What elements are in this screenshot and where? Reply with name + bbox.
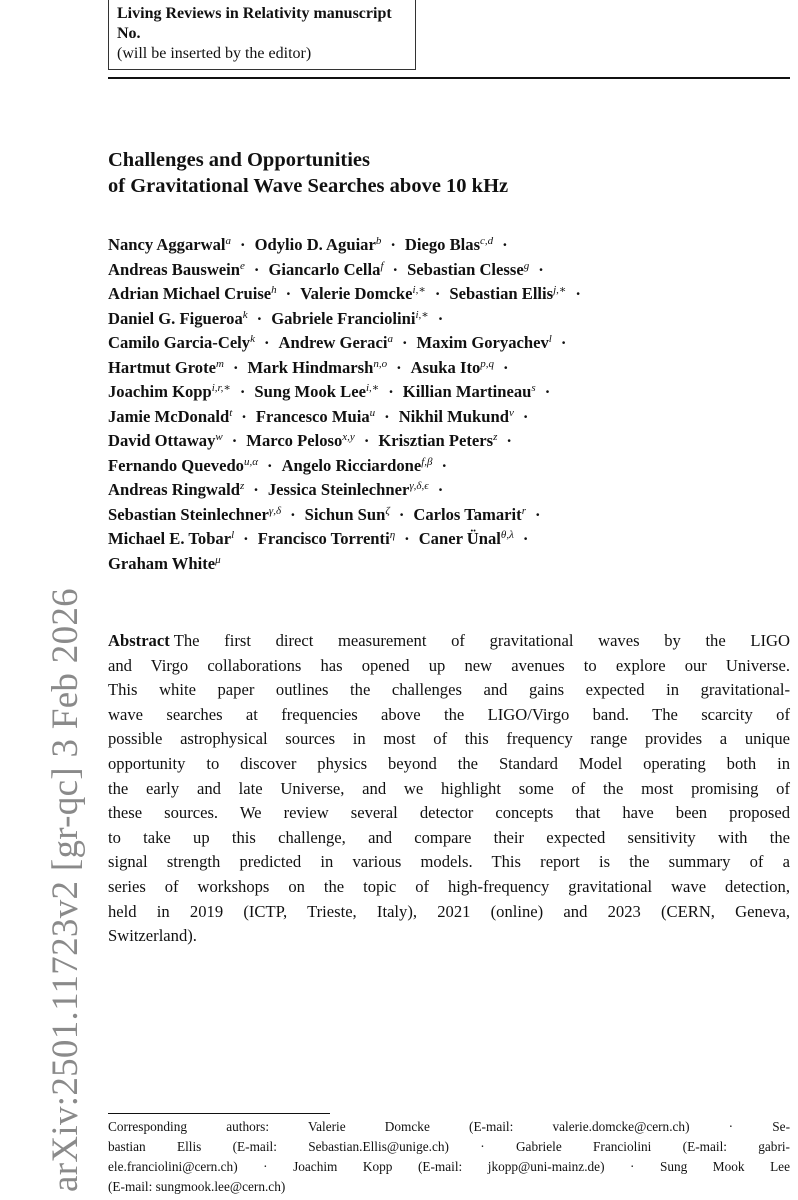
author-line [108, 233, 798, 258]
author-name: Adrian Michael Cruise [108, 284, 272, 303]
author-line [108, 307, 798, 332]
abstract-label: Abstract [108, 631, 170, 650]
abstract-text: these sources. We review several detector concepts that have been proposed [108, 803, 790, 823]
affiliation-marker: g [523, 259, 530, 272]
author-separator: · [575, 284, 581, 303]
author-line [108, 356, 798, 381]
author-separator: · [241, 406, 247, 426]
author-separator: · [285, 284, 292, 303]
affiliation-marker: a [225, 235, 232, 247]
abstract-line [108, 777, 790, 802]
author-line [108, 527, 798, 552]
author-name: Andreas Ringwald [108, 480, 241, 499]
author-name: Hartmut Grote [108, 357, 216, 377]
abstract-text: and Virgo collaborations has opened up new avenues to explore our Universe. [108, 655, 790, 675]
author-separator: · [437, 308, 444, 328]
author-name: Odylio D. Aguiar [254, 235, 376, 254]
abstract-line [108, 900, 790, 925]
author-name: Graham White [108, 553, 216, 573]
author-name: Camilo Garcia-Cely [108, 333, 251, 352]
author-name: Krisztian Peters [378, 431, 494, 450]
author-line [108, 429, 798, 454]
author-list [108, 233, 798, 576]
author-separator: · [437, 480, 444, 499]
affiliation-marker: f,β [421, 455, 433, 468]
affiliation-marker: θ,λ [500, 529, 514, 541]
author-line [108, 380, 798, 405]
affiliation-marker: e [240, 259, 245, 272]
abstract-line [108, 752, 790, 777]
author-separator: · [506, 431, 512, 450]
author-name: Asuka Ito [410, 357, 481, 377]
author-separator: · [398, 504, 405, 524]
abstract-text: The first direct measurement of gravitational waves by the LIGO [173, 631, 790, 650]
abstract-line [108, 629, 790, 654]
author-name: Francisco Torrenti [257, 529, 390, 548]
abstract-text: possible astrophysical sources in most of this frequency range provides a unique [108, 729, 790, 749]
affiliation-marker: i,∗ [365, 382, 380, 394]
affiliation-marker: j,∗ [553, 284, 567, 296]
arxiv-stamp [0, 0, 86, 1200]
footnote-line: ele.franciolini@cern.ch) · Joachim Kopp (E-mail: jkopp@uni-mainz.de) · Sung Mook Lee [108, 1159, 790, 1174]
author-separator: · [392, 259, 399, 279]
abstract-line [108, 924, 790, 949]
author-name: Sichun Sun [304, 504, 386, 524]
author-separator: · [243, 529, 249, 548]
author-name: Sebastian Steinlechner [108, 504, 269, 524]
author-separator: · [256, 308, 263, 328]
abstract-line [108, 875, 790, 900]
abstract-line [108, 654, 790, 679]
abstract-text: Switzerland). [108, 926, 197, 946]
author-name: Joachim Kopp [108, 382, 212, 401]
title-line: Challenges and Opportunities [108, 149, 370, 171]
abstract-text: held in 2019 (ICTP, Trieste, Italy), 2021 (online) and 2023 (CERN, Geneva, [108, 901, 790, 921]
arxiv-identifier: arXiv:2501.11723v2 [gr-qc] 3 Feb 2026 [45, 588, 86, 1192]
author-name: Jessica Steinlechner [267, 480, 410, 499]
author-name: Caner Ünal [418, 529, 501, 548]
author-name: Giancarlo Cella [268, 259, 381, 279]
author-separator: · [401, 333, 408, 352]
author-separator: · [522, 529, 529, 548]
author-line [108, 258, 798, 283]
author-separator: · [404, 529, 410, 548]
author-name: Andreas Bauswein [108, 259, 241, 279]
abstract-line [108, 727, 790, 752]
affiliation-marker: t [229, 406, 233, 419]
affiliation-marker: u,α [243, 455, 259, 468]
author-separator: · [263, 333, 270, 352]
author-name: Mark Hindmarsh [247, 357, 374, 377]
author-name: Marco Peloso [246, 431, 343, 450]
author-separator: · [240, 235, 246, 254]
author-name: Michael E. Tobar [108, 529, 232, 548]
footnote-line: (E-mail: sungmook.lee@cern.ch) [108, 1179, 286, 1194]
affiliation-marker: l [548, 333, 552, 345]
affiliation-marker: μ [215, 553, 221, 566]
affiliation-marker: γ,δ,ϵ [409, 480, 429, 492]
author-separator: · [441, 455, 448, 475]
corresponding-authors-footnote [108, 1117, 790, 1197]
affiliation-marker: n,o [373, 357, 388, 370]
author-separator: · [253, 259, 260, 279]
author-name: Sebastian Ellis [449, 284, 554, 303]
affiliation-marker: i,∗ [415, 308, 429, 321]
author-name: Maxim Goryachev [416, 333, 549, 352]
author-line [108, 454, 798, 479]
affiliation-marker: s [531, 382, 536, 394]
affiliation-marker: h [271, 284, 277, 296]
author-name: Valerie Domcke [300, 284, 413, 303]
author-name: Sung Mook Lee [254, 382, 366, 401]
author-separator: · [239, 382, 246, 401]
header-rule [108, 77, 790, 79]
title-line: of Gravitational Wave Searches above 10 kHz [108, 175, 509, 197]
author-name: Diego Blas [404, 235, 481, 254]
abstract [108, 629, 790, 949]
affiliation-marker: m [215, 357, 224, 370]
affiliation-marker: k [242, 308, 248, 321]
author-separator: · [502, 235, 508, 254]
author-separator: · [538, 259, 544, 279]
footnote-line: Corresponding authors: Valerie Domcke (E-mail: valerie.domcke@cern.ch) · Se- [108, 1119, 790, 1134]
affiliation-marker: η [389, 529, 396, 541]
affiliation-marker: a [387, 333, 393, 345]
author-line [108, 282, 798, 307]
author-name: David Ottaway [108, 431, 216, 450]
abstract-text: signal strength predicted in various models. This report is the summary of a [108, 852, 790, 872]
author-separator: · [231, 431, 238, 450]
author-name: Carlos Tamarit [413, 504, 522, 524]
author-name: Gabriele Franciolini [271, 308, 416, 328]
affiliation-marker: r [521, 504, 526, 517]
abstract-text: the early and late Universe, and we highlight some of the most promising of [108, 778, 790, 798]
affiliation-marker: v [508, 406, 514, 419]
author-name: Nikhil Mukund [398, 406, 509, 426]
affiliation-marker: c,d [480, 235, 494, 247]
abstract-text: This white paper outlines the challenges and gains expected in gravitational- [108, 680, 790, 700]
author-name: Angelo Ricciardone [281, 455, 422, 475]
author-name: Sebastian Clesse [407, 259, 524, 279]
abstract-line [108, 850, 790, 875]
author-line [108, 331, 798, 356]
affiliation-marker: f [380, 259, 384, 272]
abstract-line [108, 678, 790, 703]
author-name: Daniel G. Figueroa [108, 308, 243, 328]
affiliation-marker: w [215, 431, 223, 443]
author-line [108, 552, 798, 577]
affiliation-marker: b [375, 235, 382, 247]
author-separator: · [253, 480, 259, 499]
author-separator: · [434, 284, 441, 303]
author-separator: · [522, 406, 529, 426]
author-separator: · [560, 333, 567, 352]
author-separator: · [267, 455, 273, 475]
author-name: Andrew Geraci [278, 333, 388, 352]
abstract-line [108, 801, 790, 826]
paper-title [108, 147, 508, 199]
author-name: Nancy Aggarwal [108, 235, 226, 254]
abstract-text: wave searches at frequencies above the LIGO/Virgo band. The scarcity of [108, 704, 790, 724]
editor-note: (will be inserted by the editor) [117, 45, 312, 62]
author-name: Fernando Quevedo [108, 455, 244, 475]
footnote-rule [108, 1113, 330, 1114]
author-name: Jamie McDonald [108, 406, 230, 426]
author-separator: · [534, 504, 541, 524]
abstract-line [108, 826, 790, 851]
footnote-line: bastian Ellis (E-mail: Sebastian.Ellis@unige.ch) · Gabriele Franciolini (E-mail: gabri- [108, 1139, 790, 1154]
author-separator: · [503, 357, 509, 377]
author-separator: · [544, 382, 551, 401]
author-separator: · [290, 504, 296, 524]
affiliation-marker: i,r,∗ [211, 382, 231, 394]
author-name: Francesco Muia [255, 406, 370, 426]
affiliation-marker: z [240, 480, 245, 492]
abstract-text: opportunity to discover physics beyond the Standard Model operating both in [108, 753, 790, 773]
affiliation-marker: z [493, 431, 498, 443]
author-name: Killian Martineau [402, 382, 532, 401]
abstract-text: series of workshops on the topic of high-frequency gravitational wave detection, [108, 876, 790, 896]
abstract-line [108, 703, 790, 728]
author-separator: · [388, 382, 394, 401]
affiliation-marker: l [231, 529, 235, 541]
journal-header-box [108, 0, 416, 70]
author-line [108, 405, 798, 430]
author-separator: · [232, 357, 239, 377]
author-separator: · [384, 406, 390, 426]
author-line [108, 503, 798, 528]
author-separator: · [363, 431, 370, 450]
affiliation-marker: p,q [480, 357, 495, 370]
abstract-text: to take up this challenge, and compare their expected sensitivity with the [108, 827, 790, 847]
journal-name: Living Reviews in Relativity manuscript No. [117, 5, 392, 42]
author-separator: · [396, 357, 402, 377]
affiliation-marker: k [250, 333, 255, 345]
affiliation-marker: i,∗ [412, 284, 426, 296]
author-separator: · [390, 235, 396, 254]
affiliation-marker: x,y [342, 431, 355, 443]
author-line [108, 478, 798, 503]
affiliation-marker: γ,δ [268, 504, 282, 517]
affiliation-marker: ζ [385, 504, 390, 517]
affiliation-marker: u [369, 406, 376, 419]
